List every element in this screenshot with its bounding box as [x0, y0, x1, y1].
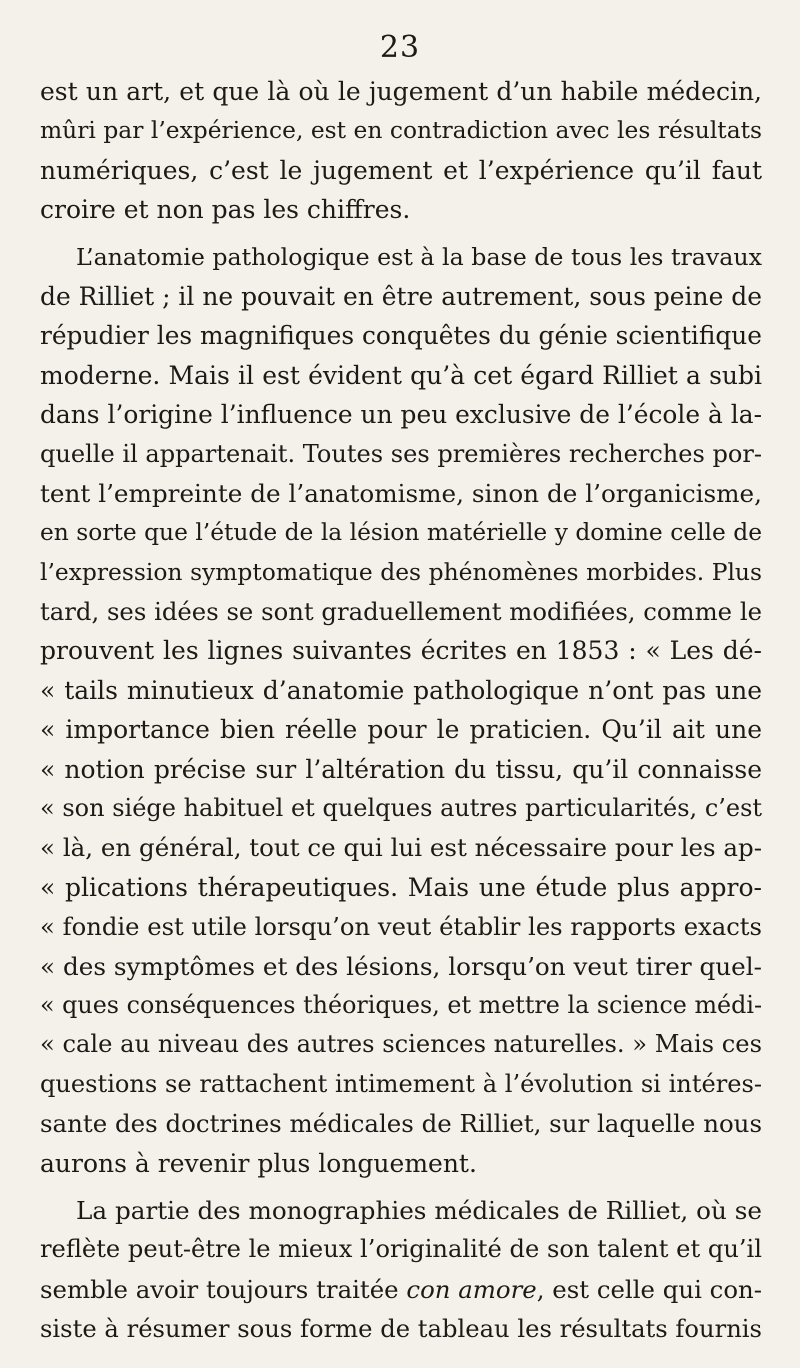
text-line: de Rilliet ; il ne pouvait en être autrement, sous peine de [40, 281, 762, 311]
paragraph-2 [40, 238, 762, 1183]
text-line: « ques conséquences théoriques, et mettre la science médi- [40, 990, 762, 1019]
text-line: « importance bien réelle pour le praticien. Qu’il ait une [40, 715, 762, 745]
text-line: « là, en général, tout ce qui lui est nécessaire pour les ap- [40, 833, 762, 863]
text-line: sante des doctrines médicales de Rilliet, sur laquelle nous [40, 1109, 762, 1139]
text-line: « des symptômes et des lésions, lorsqu’on veut tirer quel- [40, 951, 762, 981]
text-line: reflète peut-être le mieux l’originalité de son talent et qu’il [40, 1235, 762, 1264]
text-line: aurons à revenir plus longuement. [40, 1148, 477, 1178]
text-line: est un art, et que là où le jugement d’un habile médecin, [40, 77, 762, 106]
text-line: prouvent les lignes suivantes écrites en 1853 : « Les dé- [40, 636, 762, 666]
text-line: tent l’empreinte de l’anatomisme, sinon de l’organicisme, [40, 478, 762, 508]
text-line: « notion précise sur l’altération du tissu, qu’il connaisse [40, 754, 762, 784]
body-text [40, 72, 762, 1357]
text-line: siste à résumer sous forme de tableau les résultats fournis [40, 1314, 762, 1344]
text-line: dans l’origine l’influence un peu exclusive de l’école à la- [40, 400, 762, 430]
text-line: tard, ses idées se sont graduellement modifiées, comme le [40, 597, 762, 627]
text-line: croire et non pas les chiffres. [40, 195, 411, 225]
text-line: numériques, c’est le jugement et l’expérience qu’il faut [40, 155, 762, 185]
text-line [40, 1270, 762, 1309]
italic-phrase: con amore [406, 1274, 537, 1304]
text-line: moderne. Mais il est évident qu’à cet égard Rilliet a subi [40, 360, 762, 390]
text-line: L’anatomie pathologique est à la base de tous les travaux [76, 242, 762, 271]
text-line: « son siége habituel et quelques autres particularités, c’est [40, 794, 762, 823]
page-number: 23 [379, 30, 421, 65]
text-line: « fondie est utile lorsqu’on veut établir les rapports exacts [40, 912, 762, 942]
line-text-after: , est celle qui con- [536, 1274, 762, 1304]
text-line: quelle il appartenait. Toutes ses premières recherches por- [40, 439, 762, 468]
text-line: « plications thérapeutiques. Mais une étude plus appro- [40, 872, 762, 902]
text-line: mûri par l’expérience, est en contradiction avec les résultats [40, 116, 762, 145]
text-line: questions se rattachent intimement à l’évolution si intéres- [40, 1069, 762, 1098]
paragraph-3 [40, 1191, 762, 1349]
text-line: « tails minutieux d’anatomie pathologique n’ont pas une [40, 675, 762, 705]
paragraph-1 [40, 72, 762, 230]
text-line: en sorte que l’étude de la lésion matérielle y domine celle de [40, 518, 762, 547]
text-line: « cale au niveau des autres sciences naturelles. » Mais ces [40, 1030, 762, 1059]
text-line: La partie des monographies médicales de Rilliet, où se [76, 1195, 762, 1225]
line-text-before: semble avoir toujours traitée [40, 1274, 407, 1304]
text-line: répudier les magnifiques conquêtes du génie scientifique [40, 321, 762, 351]
text-line: l’expression symptomatique des phénomènes morbides. Plus [40, 557, 762, 586]
